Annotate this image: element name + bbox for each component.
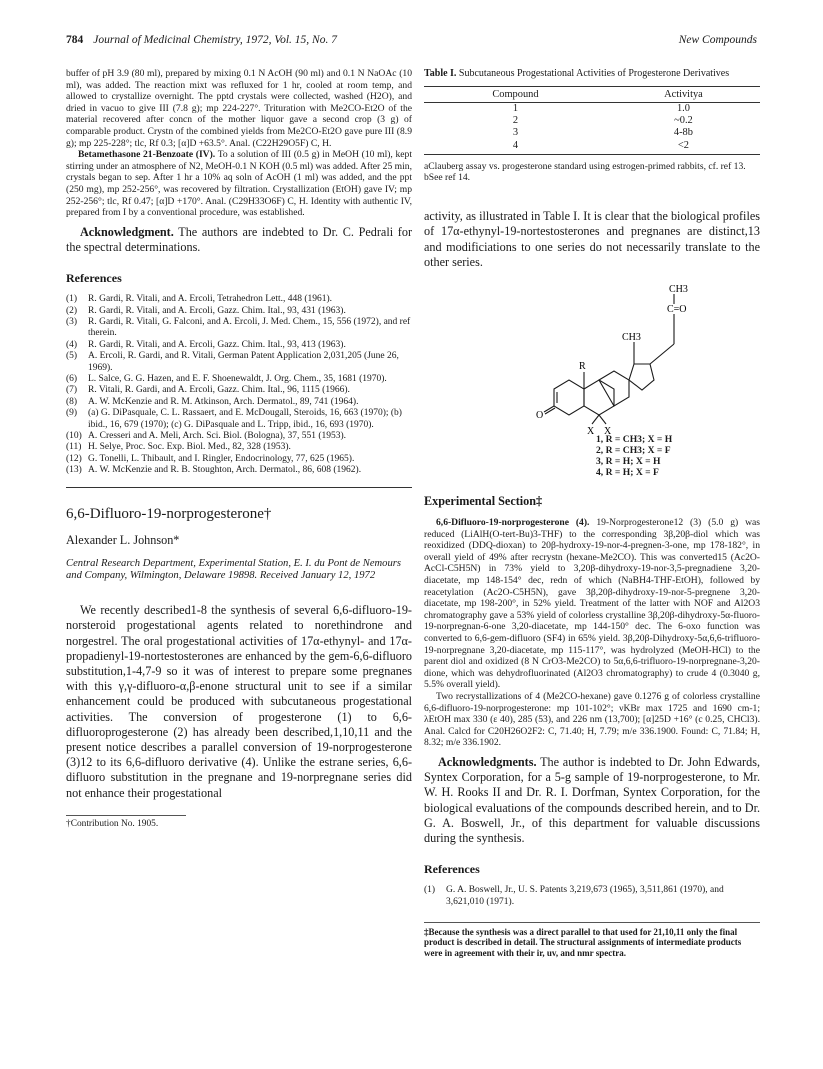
- compound-cell: 2: [512, 115, 519, 127]
- reference-item: [66, 442, 412, 453]
- reference-text: A. Cresseri and A. Meli, Arch. Sci. Biol. (Bologna), 37, 551 (1953).: [88, 431, 347, 441]
- references-heading: References: [66, 271, 122, 286]
- reference-item: [66, 317, 412, 340]
- label-o: O: [536, 410, 544, 422]
- reference-text: G. Tonelli, L. Thibault, and I. Ringler, Endocrinology, 77, 625 (1965).: [88, 453, 355, 464]
- reference-item: [66, 374, 412, 385]
- compound-legend: [596, 434, 672, 478]
- acknowledgment-heading: Acknowledgment.: [80, 224, 174, 239]
- label-x1: X: [587, 426, 595, 435]
- reference-item: [66, 294, 412, 305]
- reference-number: (7): [66, 385, 78, 396]
- reference-item: [66, 306, 412, 317]
- reference-item: [424, 885, 760, 908]
- reference-text: A. W. McKenzie and R. B. Stoughton, Arch. Dermatol., 86, 608 (1962).: [88, 465, 362, 476]
- reference-number: (3): [66, 316, 78, 327]
- reference-text: A. Ercoli, R. Gardi, and R. Vitali, German Patent Application 2,031,205 (June 26, 1969).: [88, 351, 399, 373]
- reference-text: R. Gardi, R. Vitali, G. Falconi, and A. Ercoli, J. Med. Chem., 15, 556 (1972), and ref therein.: [88, 316, 411, 339]
- references-heading-right: References: [424, 862, 480, 877]
- experimental-heading: Experimental Section‡: [424, 494, 543, 509]
- footnote-divider: [66, 815, 186, 816]
- reference-item: [66, 351, 412, 374]
- acknowledgment-paragraph: [66, 225, 412, 255]
- author-name: Alexander L. Johnson*: [66, 532, 180, 547]
- experimental-paragraph: 6,6-Difluoro-19-norprogesterone (4). 19-Norprogesterone12 (3) (5.0 g) was reduced (LiAlH(O-tert-Bu)3-THF) to the corresponding 3β,20β-diol which was reoxidized (DDQ-dioxan) to 20β-hydroxy-19-nor-4-pregnen-3-one, mp 178-182°, in overall yield of 49% after recrystn (hexane-Me2CO). This was converted15 (Ac2O-AcCl-C5H5N) in 73% yield to 3,20β-dihydroxy-19-nor-3,5-pregnadiene 3,20-diacetate, mp 148-154° dec, redn of which (NaBH4-THF-EtOH), followed by reacetylation (Ac2O-C5H5N), gave 3β,20β-dihydroxy-19-nor-5-pregnene 3,20-diacetate, mp 198-200°, in 52% yield. Treatment of the latter with NOF and Al2O3 chromatography gave a 53% yield of colorless crystalline 3β,20β-dihydroxy-5α-fluoro-19-norpregnan-6-one 3,20-diacetate, mp 144-150° dec. The 6-oxo function was converted to 6,6-gem-difluoro (SF4) in 65% yield. 3β,20β-Dihydroxy-5α,6,6-trifluoro-19-norpregnane 3,20-diacetate, mp 115-117°, was hydrolyzed (MeOH-HCl) to the parent diol and oxidized (8 N CrO3-Me2CO) to 5α,6,6-trifluoro-19-norpregnane-3,20-dione, which was dehydrofluorinated (Al2O3 chromatography) to crude 4 (0.3040 g, 5.5% overall yield).: [424, 517, 760, 691]
- reference-text: R. Vitali, R. Gardi, and A. Ercoli, Gazz. Chim. Ital., 96, 1115 (1966).: [88, 385, 350, 396]
- reference-text: R. Gardi, R. Vitali, and A. Ercoli, Tetrahedron Lett., 448 (1961).: [88, 294, 333, 305]
- betamethasone-text: To a solution of III (0.5 g) in MeOH (10 ml), kept stirring under an atmosphere of N2, MeOH-0.1 N KOH (0.5 ml) was added. After 25 min, crystals began to sep. After 1 hr a 10% aq soln of AcOH (1 ml) was added, and the ppt (250 mg), mp 252-256°, was recovered by filtration. Crystallization (EtOH) gave IV; mp 252-256°; tlc, Rf 0.47; [α]D +170°. Anal. (C29H33O6F) C, H. Identity with authentic IV, prepared from I by a conventional procedure, was established.: [66, 149, 412, 219]
- reference-text: A. W. McKenzie and R. M. Atkinson, Arch. Dermatol., 89, 741 (1964).: [88, 396, 359, 407]
- page-header: [66, 34, 757, 52]
- reference-number: (8): [66, 396, 78, 407]
- reference-number: (4): [66, 339, 78, 350]
- journal-name: Journal of Medicinal Chemistry, 1972, Vol. 15, No. 7: [93, 34, 337, 46]
- legend-item: 1, R = CH3; X = H: [596, 434, 673, 446]
- label-ch3-side: CH3: [622, 332, 641, 344]
- activity-cell: 1.0: [676, 103, 690, 114]
- reference-number: (11): [66, 442, 82, 453]
- experimental-paragraph-2: Two recrystallizations of 4 (Me2CO-hexane) gave 0.1276 g of colorless crystalline 6,6-difluoro-19-norprogesterone: mp 101-102°; νKBr max 1725 and 1690 cm-1; λEtOH max 330 (ε 40), 285 (53), and 226 nm (13,700); [α]25D +16° (c 0.25, CHCl3). Anal. Calcd for C20H26O2F2: C, 71.40; H, 7.79; m/e 336.1900. Found: C, 71.84; H, 8.32; m/e 336.1902.: [424, 690, 760, 749]
- reference-number: (1): [66, 294, 78, 305]
- article-body: We recently described1-8 the synthesis of several 6,6-difluoro-19-norsteroid progestational agents related to norethindrone and norgestrel. The oral progestational activities of 17α-ethynyl- and 17α-propadienyl-19-nortestosterones are enhanced by the gem-6,6-difluoro substitution,1-4,7-9 so it was of interest to prepare some pregnanes with this γ,γ-difluoro-α,β-enone structural unit to see if a similar enhancement could be produced with subcutaneous progestational activities. The conversion of progesterone (1) to 6,6-difluoroprogesterone (2) has already been described,1,10,11 and the present notice describes a parallel conversion of 19-norprogesterone (3)12 to its 6,6-difluoro derivative (4). Unlike the estrane series, 6,6-difluoro substitution in the pregnane and 19-norpregnane series did not enhance their progestational: [66, 603, 412, 800]
- reference-item: [66, 397, 412, 408]
- right-column: [424, 68, 760, 958]
- table-caption: Table I. Subcutaneous Progestational Activities of Progesterone Derivatives: [424, 68, 730, 79]
- reference-item: [66, 385, 412, 396]
- reference-number: (1): [424, 885, 436, 896]
- section-divider: [66, 487, 412, 488]
- betamethasone-heading: Betamethasone 21-Benzoate (IV).: [78, 149, 216, 161]
- page-number: 784: [66, 34, 84, 46]
- compound-cell: 1: [512, 103, 519, 114]
- reference-number: (10): [66, 431, 82, 441]
- article-title: 6,6-Difluoro-19-norprogesterone†: [66, 505, 272, 522]
- acknowledgments-paragraph: Acknowledgments. The author is indebted to Dr. John Edwards, Syntex Corporation, for a 5-g sample of 19-norprogesterone, to Mr. W. H. Rooks II and Dr. R. I. Dorfman, Syntex Corporation, for the biological evaluations of the compounds described herein, and to Dr. G. A. Boswell, Jr., of this department for valuable discussions during the synthesis.: [424, 754, 761, 845]
- activity-cell: ~0.2: [674, 115, 693, 127]
- reference-number: (5): [66, 351, 78, 362]
- reference-list: [66, 294, 412, 477]
- reference-item: [66, 431, 412, 442]
- reference-text: G. A. Boswell, Jr., U. S. Patents 3,219,673 (1965), 3,511,861 (1970), and 3,621,010 (1971).: [446, 885, 724, 907]
- reference-number: (12): [66, 453, 82, 464]
- label-co: C=O: [667, 304, 687, 316]
- activity-paragraph: activity, as illustrated in Table I. It is clear that the biological profiles of 17α-ethynyl-19-nortestosterones and pregnanes are distinct,13 and modificiations to one series do not necessarily translate to the other series.: [424, 209, 760, 269]
- table-row: [424, 127, 760, 139]
- reference-text: L. Salce, G. G. Hazen, and E. F. Shoenewaldt, J. Org. Chem., 35, 1681 (1970).: [88, 373, 387, 384]
- reference-text: R. Gardi, R. Vitali, and A. Ercoli, Gazz. Chim. Ital., 93, 413 (1963).: [88, 339, 346, 350]
- reference-number: (9): [66, 408, 78, 419]
- reference-number: (6): [66, 373, 78, 384]
- activity-table: [424, 86, 760, 155]
- section-name: New Compounds: [678, 34, 757, 46]
- label-ch3-top: CH3: [669, 284, 688, 296]
- reference-text: (a) G. DiPasquale, C. L. Rassaert, and E. McDougall, Steroids, 16, 663 (1970); (b) ibid., 16, 679 (1970); (c) G. DiPasquale and L. Tripp, ibid., 16, 693 (1970).: [88, 408, 402, 430]
- reference-item: [66, 408, 412, 431]
- reference-item: [66, 465, 412, 476]
- table-footnote: aClauberg assay vs. progesterone standard using estrogen-primed rabbits, cf. ref 13. bSee ref 14.: [424, 160, 746, 184]
- footnote: †Contribution No. 1905.: [66, 818, 159, 829]
- steroid-structure: [424, 284, 760, 484]
- reference-text: H. Selye, Proc. Soc. Exp. Biol. Med., 82, 328 (1953).: [88, 442, 291, 453]
- reference-number: (13): [66, 465, 82, 476]
- compound-cell: 4: [424, 140, 607, 155]
- label-r: R: [579, 361, 586, 373]
- table-row: [424, 140, 760, 155]
- table-header-activity: Activitya: [607, 87, 760, 103]
- intro-paragraph: buffer of pH 3.9 (80 ml), prepared by mixing 0.1 N AcOH (90 ml) and 0.1 N NaOAc (10 ml), was added. The reaction mixt was refluxed for 1 hr, cooled at room temp, and allowed to crystallize overnight. The pptd crystals were collected, washed (H2O), and dried in vacuo to give III (7.8 g); mp 224-227°. Trituration with Me2CO-Et2O of the material recovered after concn of the mother liquor gave a second crop (3 g) of comparable product. Crystn of the combined yields from Me2CO-Et2O gave pure III (8.9 g); mp 225-228°; tlc, Rf 0.3; [α]D +63.5°. Anal. (C22H29O5F) C, H.: [66, 68, 412, 149]
- reference-item: [66, 340, 412, 351]
- author-affiliation: Central Research Department, Experimental Station, E. I. du Pont de Nemours and Company, Wilmington, Delaware 19898. Received January 12, 1972: [66, 557, 402, 582]
- compound-cell: 3: [512, 127, 519, 139]
- table-header-compound: Compound: [424, 87, 607, 103]
- legend-item: 2, R = CH3; X = F: [596, 445, 671, 457]
- reference-item: [66, 454, 412, 465]
- reference-list-right: [424, 885, 760, 908]
- legend-item: 4, R = H; X = F: [596, 467, 659, 479]
- table-row: [424, 103, 760, 116]
- label-x2: X: [604, 426, 612, 435]
- betamethasone-paragraph: [66, 149, 412, 219]
- footnote-right: ‡Because the synthesis was a direct parallel to that used for 21,10,11 only the final product is described in detail. The structural assignments of intermediate products were in agreement with their ir, uv, and nmr spectra.: [424, 926, 742, 958]
- table-row: [424, 115, 760, 127]
- activity-cell: <2: [607, 140, 760, 155]
- reference-text: R. Gardi, R. Vitali, and A. Ercoli, Gazz. Chim. Ital., 93, 431 (1963).: [88, 305, 346, 316]
- reference-number: (2): [66, 305, 78, 316]
- footnote-divider-right: [424, 922, 760, 923]
- steroid-structure-drawing: [484, 284, 744, 434]
- activity-cell: 4-8b: [673, 127, 693, 139]
- left-column: [66, 68, 412, 830]
- acknowledgment-text: The authors are indebted to Dr. C. Pedrali for the spectral determinations.: [66, 224, 412, 254]
- legend-item: 3, R = H; X = H: [596, 456, 661, 468]
